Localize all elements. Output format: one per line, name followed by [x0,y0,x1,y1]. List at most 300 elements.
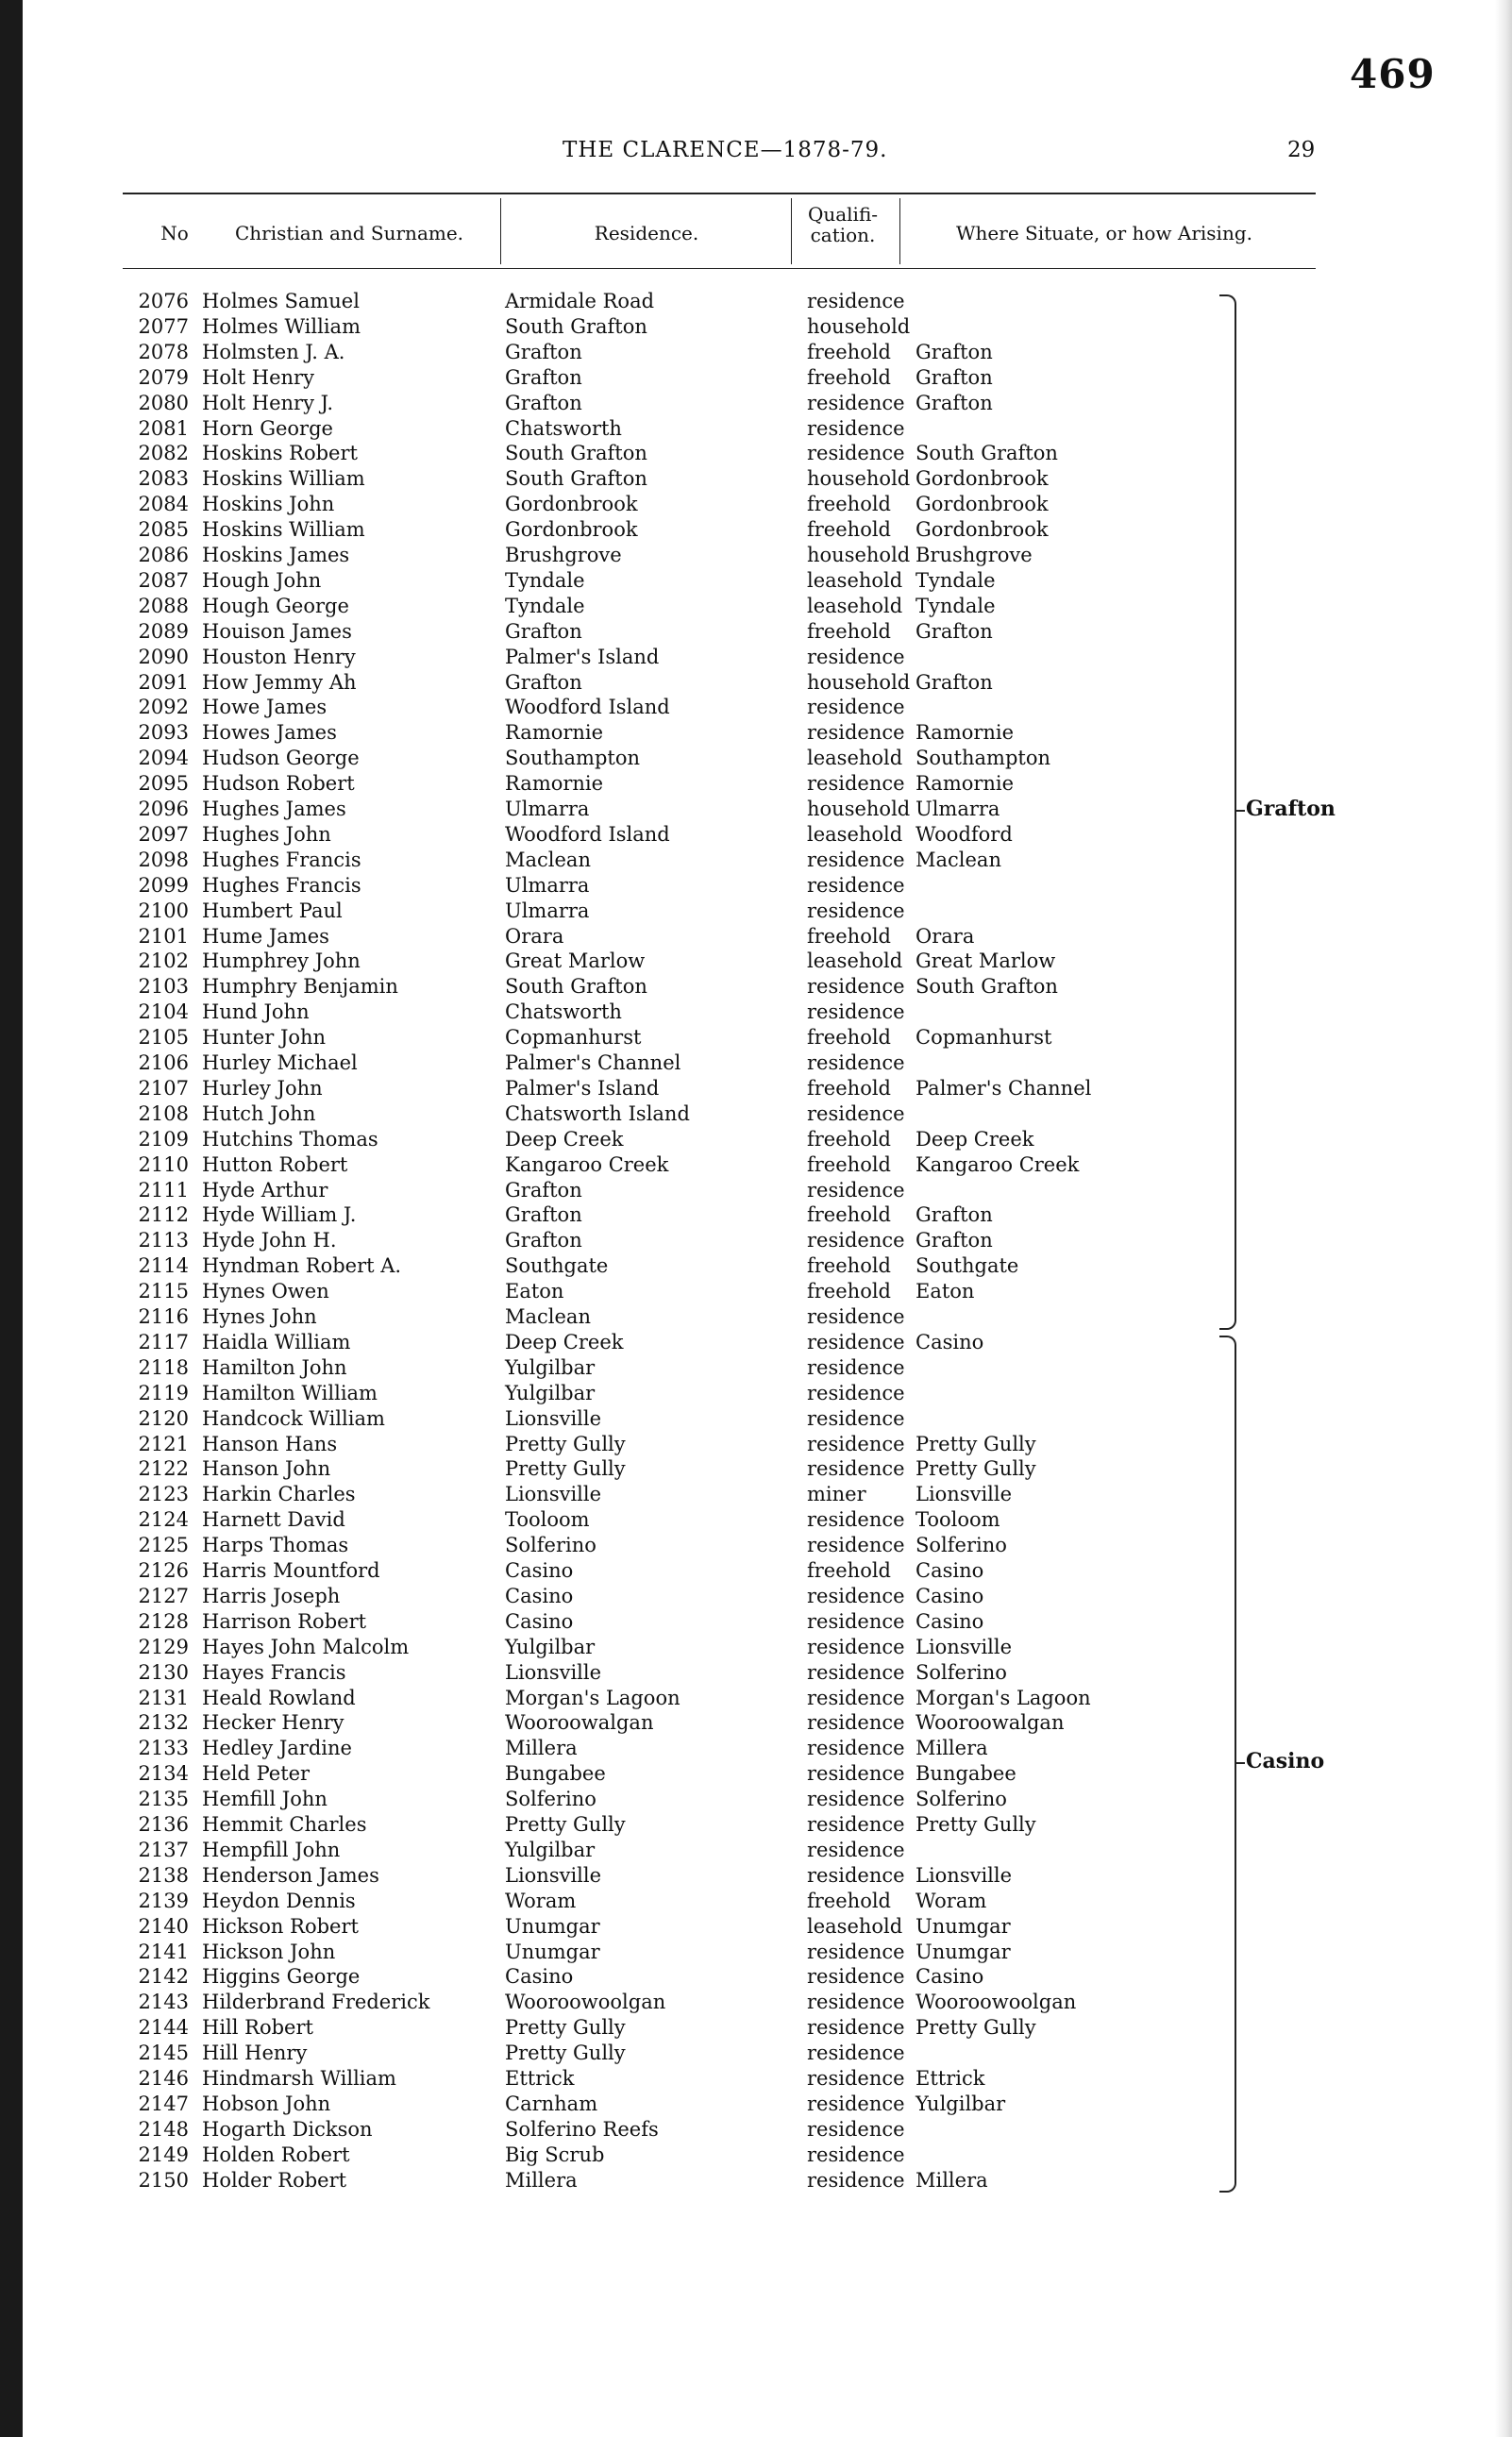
voter-residence: Ulmarra [505,798,590,820]
voter-qualification: residence [807,848,905,871]
voter-name: Hill Robert [202,2016,313,2040]
voter-qualification: residence [807,1508,905,1532]
table-row [0,1558,1321,1584]
qualification-location: Grafton [916,391,993,414]
voter-qualification: residence [807,1838,905,1861]
voter-name: Hutton Robert [202,1152,348,1176]
voter-name: Hempfill John [202,1838,341,1861]
table-row [0,543,1321,568]
table-row [0,1050,1321,1076]
qualification-location: Lionsville [916,1863,1013,1887]
table-row [0,1787,1321,1812]
voter-qualification: residence [807,721,905,745]
voter-name: Howe James [202,696,328,719]
voter-qualification: residence [807,442,905,465]
voter-name: Humphrey John [202,950,361,973]
qualification-location: Palmer's Channel [916,1076,1092,1100]
voter-qualification: freehold [807,1254,891,1278]
table-row [0,1127,1321,1152]
table-row [0,2143,1321,2168]
voter-residence: Carnham [505,2092,598,2115]
entry-number: 2119 [138,1381,189,1404]
voter-residence: Lionsville [505,1406,602,1430]
voter-name: Hayes Francis [202,1660,346,1684]
voter-name: Hughes John [202,822,331,846]
voter-name: Hund John [202,1000,310,1024]
table-row [0,1863,1321,1889]
entry-number: 2082 [138,442,189,465]
voter-name: Humbert Paul [202,899,343,922]
voter-residence: Palmer's Channel [505,1051,681,1074]
voter-name: Henderson James [202,1863,379,1887]
entry-number: 2102 [138,950,189,973]
voter-residence: Solferino [505,1534,596,1557]
voter-qualification: residence [807,975,905,999]
table-row [0,2066,1321,2092]
voter-qualification: leasehold [807,747,903,770]
voter-residence: Ulmarra [505,899,590,922]
voter-residence: Gordonbrook [505,518,638,542]
qualification-location: Tyndale [916,594,996,617]
voter-residence: Palmer's Island [505,645,660,668]
voter-name: Held Peter [202,1762,311,1786]
entry-number: 2118 [138,1355,189,1379]
voter-residence: Orara [505,924,564,948]
table-row [0,1152,1321,1178]
voter-qualification: residence [807,2067,905,2090]
entry-number: 2090 [138,645,189,668]
voter-name: Hecker Henry [202,1711,344,1735]
voter-residence: Pretty Gully [505,1813,626,1836]
qualification-location: Yulgilbar [916,2092,1006,2115]
table-row [0,517,1321,543]
qualification-location: Wooroowoolgan [916,1991,1077,2014]
voter-name: Hanson Hans [202,1432,338,1455]
qualification-location: Tyndale [916,568,996,592]
table-row [0,619,1321,645]
voter-residence: Woodford Island [505,696,670,719]
table-row [0,1889,1321,1914]
voter-qualification: residence [807,1863,905,1887]
voter-residence: Chatsworth [505,416,622,440]
entry-number: 2117 [138,1330,189,1353]
table-row [0,2015,1321,2041]
voter-qualification: residence [807,1940,905,1963]
voter-name: Hughes Francis [202,848,361,871]
voter-residence: Grafton [505,365,582,389]
voter-residence: Pretty Gully [505,1432,626,1455]
voter-name: Hoskins William [202,518,365,542]
voter-residence: Grafton [505,1203,582,1227]
table-row [0,1330,1321,1355]
entry-number: 2123 [138,1483,189,1506]
qualification-location: Millera [916,2168,988,2192]
voter-residence: Unumgar [505,1914,600,1938]
entry-number: 2132 [138,1711,189,1735]
voter-residence: Armidale Road [505,290,655,312]
voter-residence: Millera [505,2168,578,2192]
voter-name: Hughes James [202,798,346,820]
qualification-location: Solferino [916,1534,1007,1557]
table-row [0,1482,1321,1507]
voter-name: Holden Robert [202,2143,350,2166]
voter-residence: Palmer's Island [505,1076,660,1100]
voter-residence: Grafton [505,1229,582,1252]
entry-number: 2112 [138,1203,189,1227]
entry-number: 2133 [138,1737,189,1760]
voter-qualification: residence [807,1305,905,1328]
qualification-location: Bungabee [916,1762,1016,1786]
qualification-location: Southampton [916,747,1051,770]
voter-qualification: freehold [807,1127,891,1151]
running-head: THE CLARENCE—1878-79. [563,138,888,162]
voter-qualification: household [807,544,911,566]
voter-residence: Tooloom [505,1508,590,1532]
entry-number: 2083 [138,467,189,491]
table-row [0,441,1321,466]
voter-qualification: residence [807,1000,905,1024]
voter-qualification: residence [807,1051,905,1074]
voter-qualification: miner [807,1483,866,1506]
entry-number: 2127 [138,1584,189,1607]
entry-number: 2108 [138,1101,189,1125]
voter-residence: Casino [505,1609,574,1633]
voter-qualification: residence [807,2117,905,2141]
voter-residence: Ramornie [505,772,604,796]
qualification-location: Unumgar [916,1940,1011,1963]
qualification-location: Gordonbrook [916,518,1049,542]
qualification-location: Pretty Gully [916,1813,1036,1836]
entry-number: 2115 [138,1280,189,1303]
entry-number: 2081 [138,416,189,440]
table-row [0,670,1321,696]
table-row [0,314,1321,340]
voter-residence: Casino [505,1965,574,1989]
table-row [0,1914,1321,1940]
entry-number: 2106 [138,1051,189,1074]
entry-number: 2135 [138,1788,189,1811]
qualification-location: Solferino [916,1788,1007,1811]
entry-number: 2145 [138,2042,189,2065]
voter-name: Hyndman Robert A. [202,1254,402,1278]
table-row [0,1432,1321,1457]
entry-number: 2113 [138,1229,189,1252]
voter-residence: Yulgilbar [505,1381,596,1404]
qualification-location: Kangaroo Creek [916,1152,1080,1176]
voter-name: Hindmarsh William [202,2067,396,2090]
voter-qualification: residence [807,1813,905,1836]
voter-name: Holt Henry [202,365,314,389]
qualification-location: Casino [916,1559,984,1582]
entry-number: 2139 [138,1889,189,1912]
voter-residence: Unumgar [505,1940,600,1963]
voter-qualification: residence [807,873,905,897]
entry-number: 2079 [138,365,189,389]
entry-number: 2104 [138,1000,189,1024]
voter-qualification: freehold [807,1076,891,1100]
voter-qualification: residence [807,1534,905,1557]
qualification-location: Unumgar [916,1914,1011,1938]
table-row [0,1228,1321,1253]
voter-qualification: freehold [807,518,891,542]
entry-number: 2144 [138,2016,189,2040]
table-row [0,1025,1321,1050]
entry-number: 2077 [138,314,189,338]
voter-name: Hemmit Charles [202,1813,367,1836]
voter-qualification: freehold [807,1203,891,1227]
column-header-residence: Residence. [594,222,699,244]
voter-name: Hamilton John [202,1355,347,1379]
voter-name: Hutch John [202,1101,316,1125]
voter-name: Heald Rowland [202,1686,356,1709]
voter-qualification: residence [807,391,905,414]
voter-residence: Grafton [505,340,582,363]
table-row [0,492,1321,517]
entry-number: 2126 [138,1559,189,1582]
voter-residence: Tyndale [505,568,585,592]
voter-qualification: residence [807,1635,905,1658]
voter-name: Hickson John [202,1940,336,1963]
table-row [0,1635,1321,1660]
column-separator [500,198,501,264]
column-header-no: No [160,222,189,244]
voter-name: Hoskins Robert [202,442,358,465]
qualification-location: South Grafton [916,975,1058,999]
voter-name: Hynes Owen [202,1280,329,1303]
table-row [0,746,1321,771]
table-row [0,1279,1321,1304]
entry-number: 2084 [138,493,189,516]
entry-number: 2143 [138,1991,189,2014]
qualification-location: Gordonbrook [916,493,1049,516]
entry-number: 2116 [138,1305,189,1328]
table-row [0,1736,1321,1761]
table-row [0,1381,1321,1406]
voter-name: Hume James [202,924,329,948]
voter-qualification: residence [807,1609,905,1633]
entry-number: 2124 [138,1508,189,1532]
voter-qualification: residence [807,899,905,922]
table-row [0,949,1321,974]
qualification-location: Grafton [916,1203,993,1227]
qualification-location: Casino [916,1965,984,1989]
voter-qualification: freehold [807,1026,891,1050]
voter-qualification: household [807,314,911,338]
entry-number: 2088 [138,594,189,617]
voter-name: Hayes John Malcolm [202,1635,410,1658]
entry-number: 2109 [138,1127,189,1151]
qualification-location: Brushgrove [916,544,1033,566]
table-row [0,822,1321,848]
table-row [0,899,1321,924]
voter-residence: Deep Creek [505,1127,624,1151]
voter-name: Houison James [202,619,352,643]
entry-number: 2129 [138,1635,189,1658]
voter-residence: Great Marlow [505,950,646,973]
voter-residence: Kangaroo Creek [505,1152,669,1176]
entry-number: 2138 [138,1863,189,1887]
qualification-location: Ramornie [916,721,1015,745]
voter-residence: Chatsworth [505,1000,622,1024]
qualification-location: Pretty Gully [916,1457,1036,1481]
voter-residence: Wooroowalgan [505,1711,654,1735]
voter-name: Hilderbrand Frederick [202,1991,430,2014]
page-number: 29 [1287,138,1316,162]
voter-qualification: residence [807,1737,905,1760]
group-brace [1219,1336,1236,2193]
voter-residence: South Grafton [505,442,647,465]
table-row [0,2117,1321,2143]
voter-residence: Woram [505,1889,577,1912]
voter-name: Hedley Jardine [202,1737,352,1760]
group-label: Casino [1246,1749,1325,1774]
table-row [0,466,1321,492]
voter-name: Harris Mountford [202,1559,380,1582]
voter-name: Hill Henry [202,2042,308,2065]
voter-residence: Ettrick [505,2067,575,2090]
voter-qualification: residence [807,1330,905,1353]
voter-name: Hickson Robert [202,1914,359,1938]
voter-residence: Solferino Reefs [505,2117,659,2141]
voter-residence: South Grafton [505,314,647,338]
qualification-location: Morgan's Lagoon [916,1686,1091,1709]
voter-residence: Maclean [505,848,591,871]
table-row [0,1990,1321,2015]
voter-residence: Lionsville [505,1863,602,1887]
voter-residence: Brushgrove [505,544,622,566]
voter-name: Hynes John [202,1305,317,1328]
voter-name: Humphry Benjamin [202,975,398,999]
voter-qualification: residence [807,290,905,312]
entry-number: 2087 [138,568,189,592]
table-row [0,568,1321,594]
entry-number: 2105 [138,1026,189,1050]
voter-qualification: residence [807,772,905,796]
voter-residence: Bungabee [505,1762,606,1786]
voter-qualification: residence [807,1229,905,1252]
voter-qualification: freehold [807,365,891,389]
table-row [0,720,1321,746]
entry-number: 2085 [138,518,189,542]
folio-number: 469 [1350,51,1436,97]
voter-qualification: residence [807,1762,905,1786]
voter-name: Hunter John [202,1026,327,1050]
column-header-qualification: Qualifi- cation. [807,203,879,246]
table-row [0,695,1321,720]
table-row [0,1253,1321,1279]
voter-name: Heydon Dennis [202,1889,356,1912]
voter-residence: Yulgilbar [505,1635,596,1658]
entry-number: 2140 [138,1914,189,1938]
voter-residence: Big Scrub [505,2143,605,2166]
voter-name: Holder Robert [202,2168,347,2192]
voter-qualification: leasehold [807,822,903,846]
voter-name: Hurley Michael [202,1051,358,1074]
voter-qualification: freehold [807,924,891,948]
voter-name: How Jemmy Ah [202,670,357,694]
table-row [0,416,1321,442]
group-brace-point [1235,810,1245,812]
qualification-location: South Grafton [916,442,1058,465]
entry-number: 2137 [138,1838,189,1861]
voter-qualification: leasehold [807,594,903,617]
voter-residence: Wooroowoolgan [505,1991,666,2014]
voter-qualification: residence [807,1432,905,1455]
voter-qualification: residence [807,1991,905,2014]
voter-name: Haidla William [202,1330,351,1353]
table-row [0,974,1321,1000]
qualification-location: Solferino [916,1660,1007,1684]
entry-number: 2100 [138,899,189,922]
voter-residence: Pretty Gully [505,2016,626,2040]
voter-name: Hoskins John [202,493,335,516]
voter-name: Harps Thomas [202,1534,349,1557]
qualification-location: Ettrick [916,2067,985,2090]
table-row [0,289,1321,314]
voter-residence: Lionsville [505,1660,602,1684]
column-header-name: Christian and Surname. [234,222,464,244]
qualification-location: Casino [916,1584,984,1607]
voter-name: Holmsten J. A. [202,340,345,363]
entry-number: 2128 [138,1609,189,1633]
voter-residence: Pretty Gully [505,2042,626,2065]
voter-name: Hoskins James [202,544,350,566]
voter-name: Harris Joseph [202,1584,341,1607]
voter-name: Holt Henry J. [202,391,334,414]
voter-name: Handcock William [202,1406,385,1430]
voter-qualification: household [807,798,911,820]
voter-residence: Ramornie [505,721,604,745]
table-row [0,365,1321,391]
table-row [0,1000,1321,1025]
table-row [0,1533,1321,1558]
table-row [0,1178,1321,1203]
voter-residence: Ulmarra [505,873,590,897]
voter-residence: Grafton [505,391,582,414]
voter-qualification: residence [807,1101,905,1125]
voter-qualification: residence [807,1355,905,1379]
table-row [0,594,1321,619]
voter-residence: South Grafton [505,467,647,491]
entry-number: 2111 [138,1178,189,1202]
voter-name: Hughes Francis [202,873,361,897]
group-label: Grafton [1246,797,1336,822]
voter-name: Howes James [202,721,337,745]
voter-name: Hurley John [202,1076,323,1100]
voter-qualification: freehold [807,1280,891,1303]
voter-name: Hutchins Thomas [202,1127,378,1151]
voter-qualification: residence [807,1686,905,1709]
voter-qualification: household [807,670,911,694]
voter-qualification: freehold [807,1559,891,1582]
table-row [0,2041,1321,2066]
qualification-location: Lionsville [916,1483,1013,1506]
entry-number: 2101 [138,924,189,948]
entry-number: 2107 [138,1076,189,1100]
voter-qualification: residence [807,1788,905,1811]
table-row [0,848,1321,873]
voter-qualification: residence [807,1965,905,1989]
voter-name: Holmes Samuel [202,290,360,312]
voter-name: Hudson George [202,747,360,770]
voter-name: Hogarth Dickson [202,2117,373,2141]
voter-qualification: household [807,467,911,491]
entry-number: 2150 [138,2168,189,2192]
table-row [0,340,1321,365]
voter-residence: Southgate [505,1254,609,1278]
entry-number: 2076 [138,290,189,312]
table-row [0,1406,1321,1432]
